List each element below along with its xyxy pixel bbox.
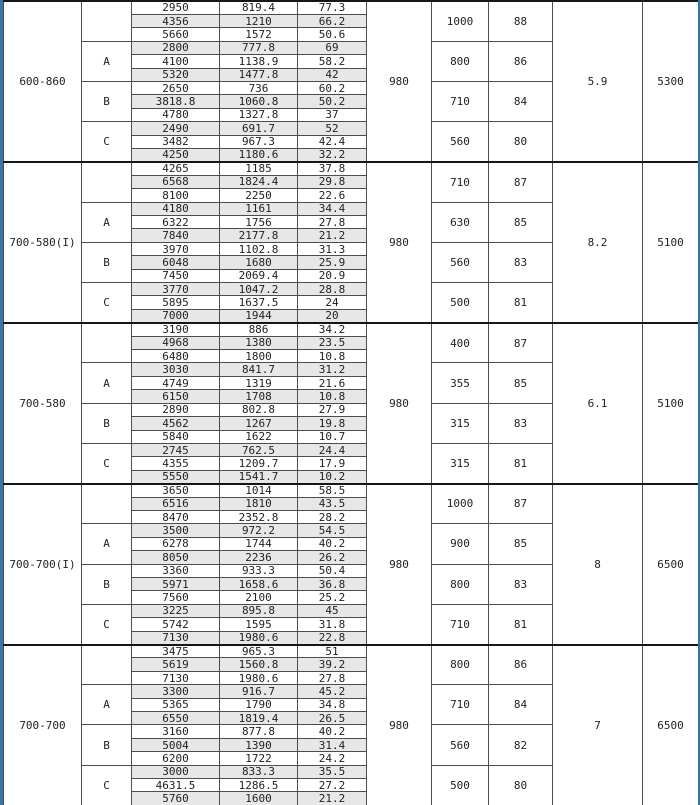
pressure-cell: 1819.4 xyxy=(220,712,298,725)
efficiency-cell: 10.2 xyxy=(298,470,367,483)
pressure-cell: 1327.8 xyxy=(220,108,298,121)
pressure-cell: 1756 xyxy=(220,216,298,229)
flow-cell: 3818.8 xyxy=(132,95,220,108)
flow-cell: 2650 xyxy=(132,81,220,94)
flow-cell: 6150 xyxy=(132,390,220,403)
speed-cell: 980 xyxy=(367,162,432,323)
flow-cell: 4780 xyxy=(132,108,220,121)
power-cell: 315 xyxy=(432,403,489,443)
pressure-cell: 2177.8 xyxy=(220,229,298,242)
flow-cell: 7130 xyxy=(132,671,220,684)
pressure-cell: 1600 xyxy=(220,792,298,805)
pressure-cell: 1161 xyxy=(220,202,298,215)
flow-cell: 3650 xyxy=(132,484,220,497)
pressure-cell: 841.7 xyxy=(220,363,298,376)
left-accent-edge xyxy=(0,0,3,805)
efficiency-cell: 24.4 xyxy=(298,443,367,456)
pressure-cell: 2100 xyxy=(220,591,298,604)
noise-cell: 85 xyxy=(489,524,553,564)
pressure-cell: 802.8 xyxy=(220,403,298,416)
flow-cell: 6200 xyxy=(132,752,220,765)
efficiency-cell: 37 xyxy=(298,108,367,121)
table-row xyxy=(4,323,699,336)
flow-cell: 8050 xyxy=(132,551,220,564)
pressure-cell: 1790 xyxy=(220,698,298,711)
weight-cell: 7 xyxy=(553,645,643,805)
power-cell: 710 xyxy=(432,604,489,644)
pressure-cell: 1560.8 xyxy=(220,658,298,671)
flow-cell: 4968 xyxy=(132,336,220,349)
price-cell: 5100 xyxy=(643,323,699,484)
noise-cell: 87 xyxy=(489,162,553,202)
power-cell: 1000 xyxy=(432,484,489,524)
flow-cell: 5895 xyxy=(132,296,220,309)
variant-cell: B xyxy=(82,725,132,765)
flow-cell: 5619 xyxy=(132,658,220,671)
flow-cell: 3482 xyxy=(132,135,220,148)
pressure-cell: 762.5 xyxy=(220,443,298,456)
variant-cell: C xyxy=(82,765,132,805)
table-row xyxy=(4,645,699,658)
price-cell: 6500 xyxy=(643,645,699,805)
efficiency-cell: 45.2 xyxy=(298,685,367,698)
variant-cell: C xyxy=(82,122,132,162)
power-cell: 315 xyxy=(432,443,489,483)
noise-cell: 83 xyxy=(489,564,553,604)
efficiency-cell: 10.8 xyxy=(298,390,367,403)
efficiency-cell: 50.4 xyxy=(298,564,367,577)
efficiency-cell: 25.2 xyxy=(298,591,367,604)
efficiency-cell: 31.4 xyxy=(298,738,367,751)
power-cell: 400 xyxy=(432,323,489,363)
flow-cell: 7560 xyxy=(132,591,220,604)
efficiency-cell: 34.8 xyxy=(298,698,367,711)
model-cell: 700-580 xyxy=(4,323,82,484)
efficiency-cell: 27.8 xyxy=(298,216,367,229)
variant-cell: A xyxy=(82,685,132,725)
power-cell: 560 xyxy=(432,122,489,162)
flow-cell: 2890 xyxy=(132,403,220,416)
efficiency-cell: 25.9 xyxy=(298,256,367,269)
power-cell: 560 xyxy=(432,725,489,765)
pressure-cell: 1744 xyxy=(220,537,298,550)
efficiency-cell: 26.2 xyxy=(298,551,367,564)
efficiency-cell: 26.5 xyxy=(298,712,367,725)
pressure-cell: 972.2 xyxy=(220,524,298,537)
efficiency-cell: 50.2 xyxy=(298,95,367,108)
efficiency-cell: 43.5 xyxy=(298,497,367,510)
efficiency-cell: 58.5 xyxy=(298,484,367,497)
noise-cell: 81 xyxy=(489,283,553,323)
efficiency-cell: 17.9 xyxy=(298,457,367,470)
efficiency-cell: 10.8 xyxy=(298,350,367,363)
price-cell: 6500 xyxy=(643,484,699,645)
pressure-cell: 2352.8 xyxy=(220,510,298,523)
speed-cell: 980 xyxy=(367,323,432,484)
efficiency-cell: 31.3 xyxy=(298,242,367,255)
flow-cell: 3970 xyxy=(132,242,220,255)
efficiency-cell: 51 xyxy=(298,645,367,658)
variant-cell xyxy=(82,484,132,524)
pressure-cell: 1980.6 xyxy=(220,631,298,644)
pressure-cell: 1944 xyxy=(220,309,298,322)
noise-cell: 88 xyxy=(489,1,553,41)
noise-cell: 86 xyxy=(489,41,553,81)
pressure-cell: 1180.6 xyxy=(220,148,298,161)
power-cell: 710 xyxy=(432,685,489,725)
pressure-cell: 967.3 xyxy=(220,135,298,148)
efficiency-cell: 21.2 xyxy=(298,792,367,805)
pressure-cell: 1138.9 xyxy=(220,55,298,68)
pressure-cell: 1014 xyxy=(220,484,298,497)
pressure-cell: 916.7 xyxy=(220,685,298,698)
power-cell: 710 xyxy=(432,162,489,202)
pressure-cell: 1047.2 xyxy=(220,283,298,296)
efficiency-cell: 22.8 xyxy=(298,631,367,644)
efficiency-cell: 45 xyxy=(298,604,367,617)
speed-cell: 980 xyxy=(367,645,432,805)
efficiency-cell: 50.6 xyxy=(298,28,367,41)
efficiency-cell: 20 xyxy=(298,309,367,322)
power-cell: 500 xyxy=(432,765,489,805)
flow-cell: 3225 xyxy=(132,604,220,617)
power-cell: 710 xyxy=(432,81,489,121)
pressure-cell: 1541.7 xyxy=(220,470,298,483)
flow-cell: 5365 xyxy=(132,698,220,711)
pressure-cell: 691.7 xyxy=(220,122,298,135)
flow-cell: 5742 xyxy=(132,618,220,631)
variant-cell: B xyxy=(82,403,132,443)
pressure-cell: 1572 xyxy=(220,28,298,41)
flow-cell: 4749 xyxy=(132,376,220,389)
pressure-cell: 1658.6 xyxy=(220,577,298,590)
efficiency-cell: 37.8 xyxy=(298,162,367,175)
power-cell: 560 xyxy=(432,242,489,282)
price-cell: 5100 xyxy=(643,162,699,323)
variant-cell xyxy=(82,323,132,363)
pressure-cell: 1267 xyxy=(220,417,298,430)
flow-cell: 6278 xyxy=(132,537,220,550)
pressure-cell: 877.8 xyxy=(220,725,298,738)
flow-cell: 3300 xyxy=(132,685,220,698)
model-cell: 700-580(I) xyxy=(4,162,82,323)
flow-cell: 6322 xyxy=(132,216,220,229)
price-cell: 5300 xyxy=(643,1,699,162)
noise-cell: 87 xyxy=(489,323,553,363)
pressure-cell: 1622 xyxy=(220,430,298,443)
weight-cell: 8.2 xyxy=(553,162,643,323)
variant-cell: A xyxy=(82,202,132,242)
pressure-cell: 1390 xyxy=(220,738,298,751)
efficiency-cell: 35.5 xyxy=(298,765,367,778)
pressure-cell: 2236 xyxy=(220,551,298,564)
variant-cell: B xyxy=(82,564,132,604)
variant-cell: B xyxy=(82,242,132,282)
model-cell: 600-860 xyxy=(4,1,82,162)
efficiency-cell: 52 xyxy=(298,122,367,135)
flow-cell: 2950 xyxy=(132,1,220,14)
efficiency-cell: 19.8 xyxy=(298,417,367,430)
pressure-cell: 1060.8 xyxy=(220,95,298,108)
pressure-cell: 1102.8 xyxy=(220,242,298,255)
flow-cell: 3190 xyxy=(132,323,220,336)
efficiency-cell: 40.2 xyxy=(298,537,367,550)
efficiency-cell: 42 xyxy=(298,68,367,81)
power-cell: 900 xyxy=(432,524,489,564)
flow-cell: 5660 xyxy=(132,28,220,41)
variant-cell: A xyxy=(82,524,132,564)
efficiency-cell: 60.2 xyxy=(298,81,367,94)
table-body xyxy=(4,1,699,805)
variant-cell: C xyxy=(82,283,132,323)
variant-cell: B xyxy=(82,81,132,121)
pressure-cell: 1824.4 xyxy=(220,175,298,188)
power-cell: 1000 xyxy=(432,1,489,41)
noise-cell: 83 xyxy=(489,242,553,282)
efficiency-cell: 10.7 xyxy=(298,430,367,443)
flow-cell: 5971 xyxy=(132,577,220,590)
noise-cell: 80 xyxy=(489,122,553,162)
flow-cell: 2490 xyxy=(132,122,220,135)
efficiency-cell: 27.8 xyxy=(298,671,367,684)
flow-cell: 4631.5 xyxy=(132,779,220,792)
flow-cell: 5760 xyxy=(132,792,220,805)
noise-cell: 87 xyxy=(489,484,553,524)
pressure-cell: 833.3 xyxy=(220,765,298,778)
pressure-cell: 1810 xyxy=(220,497,298,510)
flow-cell: 3360 xyxy=(132,564,220,577)
pressure-cell: 965.3 xyxy=(220,645,298,658)
flow-cell: 3030 xyxy=(132,363,220,376)
efficiency-cell: 28.8 xyxy=(298,283,367,296)
flow-cell: 4356 xyxy=(132,14,220,27)
pressure-cell: 933.3 xyxy=(220,564,298,577)
model-cell: 700-700(I) xyxy=(4,484,82,645)
flow-cell: 6516 xyxy=(132,497,220,510)
efficiency-cell: 34.2 xyxy=(298,323,367,336)
efficiency-cell: 20.9 xyxy=(298,269,367,282)
noise-cell: 86 xyxy=(489,645,553,685)
efficiency-cell: 21.6 xyxy=(298,376,367,389)
efficiency-cell: 42.4 xyxy=(298,135,367,148)
efficiency-cell: 27.2 xyxy=(298,779,367,792)
flow-cell: 8470 xyxy=(132,510,220,523)
pressure-cell: 1800 xyxy=(220,350,298,363)
efficiency-cell: 22.6 xyxy=(298,189,367,202)
efficiency-cell: 36.8 xyxy=(298,577,367,590)
efficiency-cell: 31.2 xyxy=(298,363,367,376)
pressure-cell: 1209.7 xyxy=(220,457,298,470)
variant-cell: C xyxy=(82,604,132,644)
flow-cell: 4180 xyxy=(132,202,220,215)
pressure-cell: 736 xyxy=(220,81,298,94)
efficiency-cell: 66.2 xyxy=(298,14,367,27)
power-cell: 800 xyxy=(432,645,489,685)
flow-cell: 5550 xyxy=(132,470,220,483)
flow-cell: 4355 xyxy=(132,457,220,470)
flow-cell: 7840 xyxy=(132,229,220,242)
efficiency-cell: 24 xyxy=(298,296,367,309)
flow-cell: 3770 xyxy=(132,283,220,296)
flow-cell: 2800 xyxy=(132,41,220,54)
flow-cell: 4562 xyxy=(132,417,220,430)
noise-cell: 81 xyxy=(489,604,553,644)
flow-cell: 4250 xyxy=(132,148,220,161)
table-row xyxy=(4,1,699,14)
pressure-cell: 1210 xyxy=(220,14,298,27)
efficiency-cell: 27.9 xyxy=(298,403,367,416)
pressure-cell: 1680 xyxy=(220,256,298,269)
flow-cell: 5320 xyxy=(132,68,220,81)
efficiency-cell: 34.4 xyxy=(298,202,367,215)
pressure-cell: 2250 xyxy=(220,189,298,202)
efficiency-cell: 24.2 xyxy=(298,752,367,765)
pressure-cell: 1286.5 xyxy=(220,779,298,792)
pressure-cell: 1708 xyxy=(220,390,298,403)
variant-cell: A xyxy=(82,41,132,81)
table-row xyxy=(4,484,699,497)
flow-cell: 7130 xyxy=(132,631,220,644)
flow-cell: 4265 xyxy=(132,162,220,175)
speed-cell: 980 xyxy=(367,1,432,162)
power-cell: 800 xyxy=(432,564,489,604)
flow-cell: 7000 xyxy=(132,309,220,322)
flow-cell: 6480 xyxy=(132,350,220,363)
noise-cell: 85 xyxy=(489,363,553,403)
flow-cell: 6568 xyxy=(132,175,220,188)
flow-cell: 5004 xyxy=(132,738,220,751)
noise-cell: 83 xyxy=(489,403,553,443)
efficiency-cell: 54.5 xyxy=(298,524,367,537)
variant-cell xyxy=(82,645,132,685)
noise-cell: 84 xyxy=(489,81,553,121)
noise-cell: 80 xyxy=(489,765,553,805)
pressure-cell: 777.8 xyxy=(220,41,298,54)
efficiency-cell: 23.5 xyxy=(298,336,367,349)
efficiency-cell: 21.2 xyxy=(298,229,367,242)
flow-cell: 4100 xyxy=(132,55,220,68)
efficiency-cell: 39.2 xyxy=(298,658,367,671)
flow-cell: 5840 xyxy=(132,430,220,443)
efficiency-cell: 31.8 xyxy=(298,618,367,631)
pressure-cell: 1185 xyxy=(220,162,298,175)
flow-cell: 3000 xyxy=(132,765,220,778)
variant-cell: A xyxy=(82,363,132,403)
efficiency-cell: 58.2 xyxy=(298,55,367,68)
noise-cell: 82 xyxy=(489,725,553,765)
pressure-cell: 895.8 xyxy=(220,604,298,617)
flow-cell: 3160 xyxy=(132,725,220,738)
efficiency-cell: 32.2 xyxy=(298,148,367,161)
noise-cell: 84 xyxy=(489,685,553,725)
weight-cell: 5.9 xyxy=(553,1,643,162)
efficiency-cell: 69 xyxy=(298,41,367,54)
power-cell: 630 xyxy=(432,202,489,242)
speed-cell: 980 xyxy=(367,484,432,645)
variant-cell xyxy=(82,162,132,202)
power-cell: 355 xyxy=(432,363,489,403)
flow-cell: 7450 xyxy=(132,269,220,282)
table-row xyxy=(4,162,699,175)
pressure-cell: 886 xyxy=(220,323,298,336)
flow-cell: 6550 xyxy=(132,712,220,725)
pressure-cell: 1319 xyxy=(220,376,298,389)
model-cell: 700-700 xyxy=(4,645,82,805)
flow-cell: 3475 xyxy=(132,645,220,658)
flow-cell: 6048 xyxy=(132,256,220,269)
weight-cell: 8 xyxy=(553,484,643,645)
noise-cell: 85 xyxy=(489,202,553,242)
pressure-cell: 1637.5 xyxy=(220,296,298,309)
pressure-cell: 1722 xyxy=(220,752,298,765)
noise-cell: 81 xyxy=(489,443,553,483)
weight-cell: 6.1 xyxy=(553,323,643,484)
pressure-cell: 1380 xyxy=(220,336,298,349)
power-cell: 800 xyxy=(432,41,489,81)
pressure-cell: 2069.4 xyxy=(220,269,298,282)
pressure-cell: 1980.6 xyxy=(220,671,298,684)
pressure-cell: 1595 xyxy=(220,618,298,631)
flow-cell: 3500 xyxy=(132,524,220,537)
fan-specification-table xyxy=(3,0,699,805)
pressure-cell: 819.4 xyxy=(220,1,298,14)
efficiency-cell: 40.2 xyxy=(298,725,367,738)
efficiency-cell: 77.3 xyxy=(298,1,367,14)
flow-cell: 8100 xyxy=(132,189,220,202)
flow-cell: 2745 xyxy=(132,443,220,456)
power-cell: 500 xyxy=(432,283,489,323)
efficiency-cell: 28.2 xyxy=(298,510,367,523)
pressure-cell: 1477.8 xyxy=(220,68,298,81)
efficiency-cell: 29.8 xyxy=(298,175,367,188)
variant-cell: C xyxy=(82,443,132,483)
variant-cell xyxy=(82,1,132,41)
